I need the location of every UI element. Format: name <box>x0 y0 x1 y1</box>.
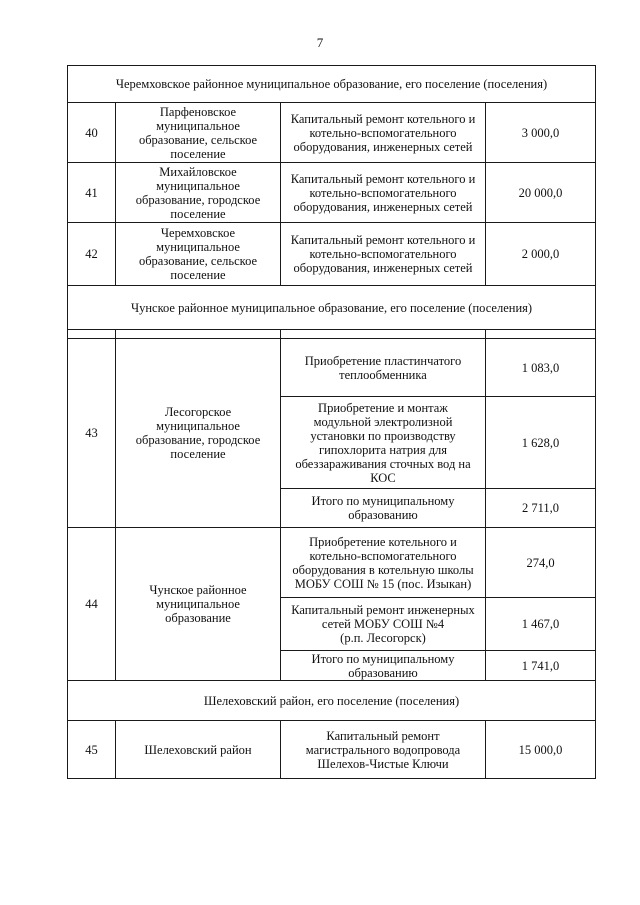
section-title: Чунское районное муниципальное образование, его поселение (поселения) <box>68 286 596 330</box>
subtotal-amount: 1 741,0 <box>486 651 596 681</box>
work-description: Приобретение котельного и котельно-вспомогательного оборудования в котельную школы МОБУ СОШ № 15 (пос. Изыкан) <box>281 528 486 598</box>
municipality-name: Черемховское муниципальное образование, сельское поселение <box>116 223 281 286</box>
row-number: 44 <box>68 528 116 681</box>
work-description: Капитальный ремонт котельного и котельно-вспомогательного оборудования, инженерных сетей <box>281 103 486 163</box>
section-title: Черемховское районное муниципальное образование, его поселение (поселения) <box>68 66 596 103</box>
subtotal-label: Итого по муниципальному образованию <box>281 651 486 681</box>
row-number: 41 <box>68 163 116 223</box>
municipality-name: Парфеновское муниципальное образование, сельское поселение <box>116 103 281 163</box>
municipality-name: Лесогорское муниципальное образование, городское поселение <box>116 339 281 528</box>
subtotal-amount: 2 711,0 <box>486 489 596 528</box>
work-description: Капитальный ремонт котельного и котельно-вспомогательного оборудования, инженерных сетей <box>281 223 486 286</box>
amount: 15 000,0 <box>486 721 596 779</box>
spacer-row <box>68 330 596 339</box>
work-description: Приобретение пластинчатого теплообменника <box>281 339 486 397</box>
work-description: Капитальный ремонт котельного и котельно-вспомогательного оборудования, инженерных сетей <box>281 163 486 223</box>
work-description: Приобретение и монтаж модульной электролизной установки по производству гипохлорита натрия для обеззараживания сточных вод на КОС <box>281 397 486 489</box>
row-number: 42 <box>68 223 116 286</box>
section-header-shelekhov <box>68 681 596 721</box>
table-row <box>68 721 596 779</box>
section-header-chuna <box>68 286 596 330</box>
table-row <box>68 339 596 397</box>
amount: 1 628,0 <box>486 397 596 489</box>
amount: 274,0 <box>486 528 596 598</box>
table-row <box>68 528 596 598</box>
funding-table <box>67 65 596 779</box>
subtotal-label: Итого по муниципальному образованию <box>281 489 486 528</box>
section-header-cheremkhovo <box>68 66 596 103</box>
municipality-name: Чунское районное муниципальное образование <box>116 528 281 681</box>
row-number: 40 <box>68 103 116 163</box>
municipality-name: Михайловское муниципальное образование, городское поселение <box>116 163 281 223</box>
amount: 3 000,0 <box>486 103 596 163</box>
section-title: Шелеховский район, его поселение (поселения) <box>68 681 596 721</box>
table-row <box>68 223 596 286</box>
row-number: 45 <box>68 721 116 779</box>
work-description: Капитальный ремонт инженерных сетей МОБУ СОШ №4 (р.п. Лесогорск) <box>281 598 486 651</box>
table-row <box>68 103 596 163</box>
page-number: 7 <box>316 35 324 50</box>
amount: 1 083,0 <box>486 339 596 397</box>
amount: 2 000,0 <box>486 223 596 286</box>
table-row <box>68 163 596 223</box>
row-number: 43 <box>68 339 116 528</box>
work-description: Капитальный ремонт магистрального водопровода Шелехов-Чистые Ключи <box>281 721 486 779</box>
amount: 20 000,0 <box>486 163 596 223</box>
amount: 1 467,0 <box>486 598 596 651</box>
municipality-name: Шелеховский район <box>116 721 281 779</box>
